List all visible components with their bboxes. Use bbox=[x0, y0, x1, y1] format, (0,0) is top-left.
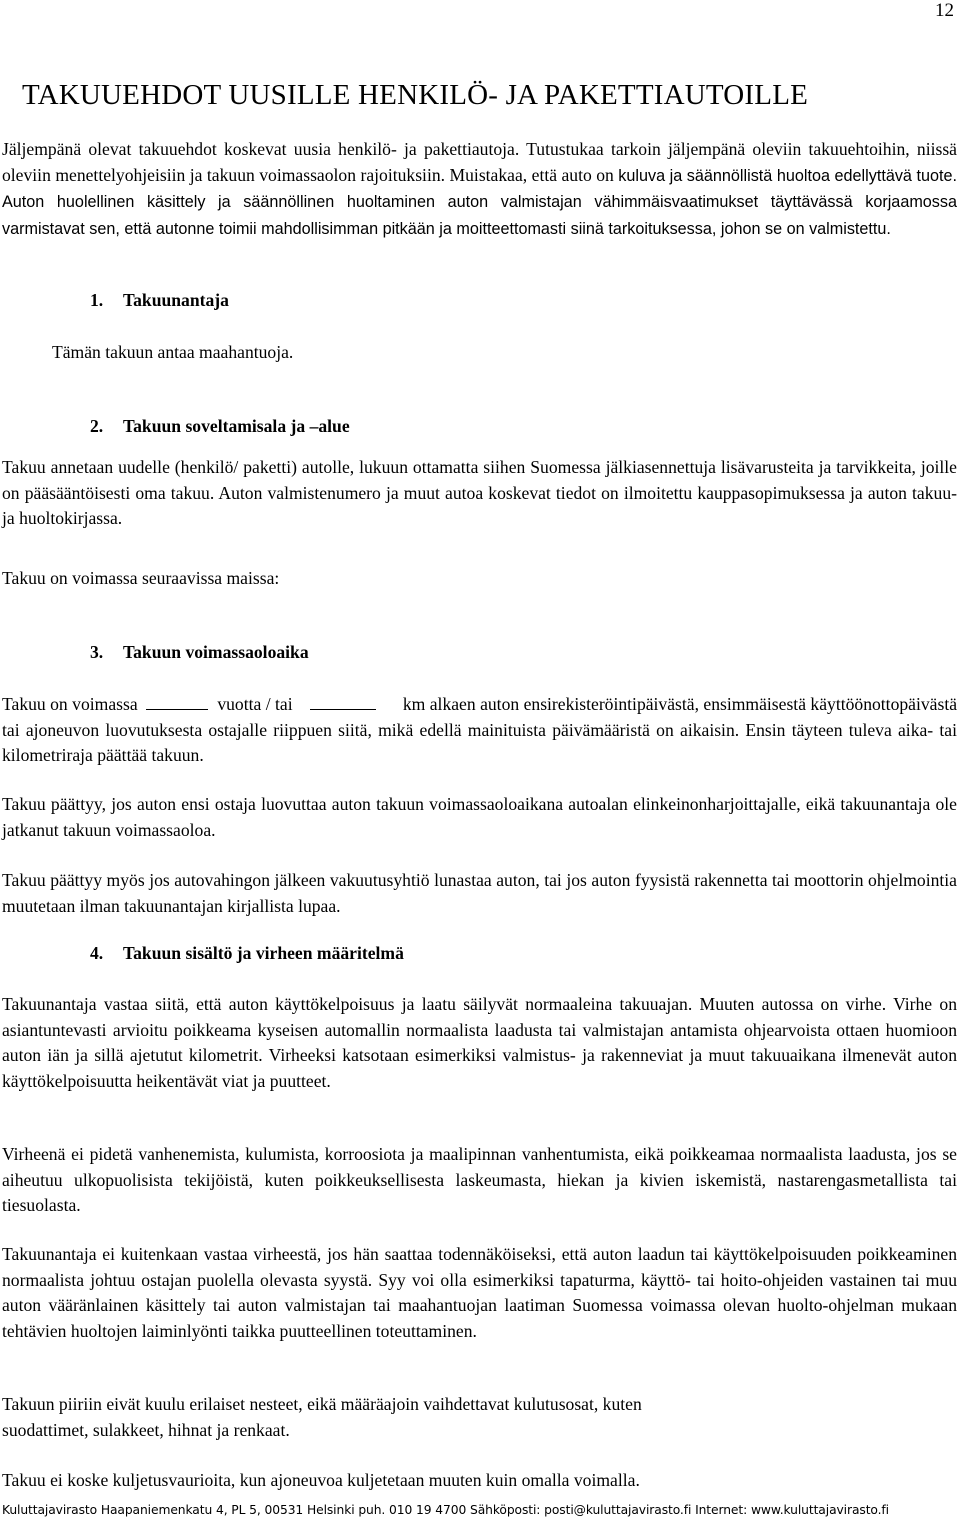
section-2-title: Takuun soveltamisala ja –alue bbox=[123, 416, 350, 436]
kilometres-blank-field[interactable] bbox=[310, 695, 376, 710]
intro-paragraph bbox=[2, 137, 957, 242]
section-3-paragraph-3: Takuu päättyy myös jos autovahingon jälkeen vakuutusyhtiö lunastaa auton, tai jos auton fyysistä rakennetta tai moottorin ohjelmointia muutetaan ilman takuunantajan kirjallista lupaa. bbox=[2, 870, 957, 916]
section-1-text: Tämän takuun antaa maahantuoja. bbox=[52, 342, 294, 362]
section-3-paragraph-1 bbox=[2, 692, 957, 769]
section-3-text-c: km alkaen auton ensirekisteröintipäivästä, ensimmäisestä käyttöönottopäivästä tai ajoneuvon luovutuksesta ostajalle riippuen siitä, mikä edellä mainituista päivämääristä on aikaisin. Ensin täyteen tuleva aika- tai kilometriraja päättää takuun. bbox=[2, 694, 958, 765]
section-3-heading bbox=[90, 642, 309, 663]
section-4-number: 4. bbox=[90, 943, 104, 963]
footer-contact: Kuluttajavirasto Haapaniemenkatu 4, PL 5, 00531 Helsinki puh. 010 19 4700 Sähköposti: posti@kuluttajavirasto.fi Internet: www.kuluttajavirasto.fi bbox=[2, 1503, 889, 1517]
section-3-text-a: Takuu on voimassa bbox=[2, 694, 138, 714]
section-4-p4-line-2: suodattimet, sulakkeet, hihnat ja renkaat. bbox=[2, 1419, 290, 1440]
section-2-number: 2. bbox=[90, 416, 104, 436]
section-4-p4-line-1: Takuun piiriin eivät kuulu erilaiset nesteet, eikä määräajoin vaihdettavat kulutusosat, kuten bbox=[2, 1394, 642, 1414]
section-1-heading bbox=[90, 290, 229, 311]
section-4-paragraph-3: Takuunantaja ei kuitenkaan vastaa virheestä, jos hän saattaa todennäköiseksi, että auton laadun tai käyttökelpoisuuden poikkeaminen normaalista johtuu ostajan puolella olevasta syystä. Syy voi olla esimerkiksi tapaturma, käyttö- tai hoito-ohjeiden vastainen tai muu auton vääränlainen käsittely tai auton valmistajan tai maahantuojan laatiman Suomessa voimassa olevan huolto-ohjelman mukaan tehtävien huoltojen laiminlyönti taikka puutteellinen toteuttaminen. bbox=[2, 1244, 957, 1341]
section-2-paragraph-2: Takuu on voimassa seuraavissa maissa: bbox=[2, 568, 280, 588]
section-4-paragraph-5: Takuu ei koske kuljetusvaurioita, kun ajoneuvoa kuljetetaan muuten kuin omalla voimalla. bbox=[2, 1470, 640, 1490]
intro-text-part1: Jäljempänä olevat takuuehdot koskevat uusia henkilö- ja pakettiautoja. Tutustukaa tarkoin jäljempänä oleviin takuuehtoihin, niissä oleviin menettelyohjeisiin ja takuun voimassaolon rajoituksiin. Muistakaa, että auto on bbox=[2, 139, 957, 185]
section-4-paragraph-2: Virheenä ei pidetä vanhenemista, kulumista, korroosiota ja maalipinnan vanhentumista, eikä poikkeamaa normaalista laadusta, jos se aiheutuu ulkopuolisista tekijöistä, kuten poikkeuksellisesta laskeumasta, hiekan ja kivien iskemistä, nastarengasmetallista tai tiesuolasta. bbox=[2, 1144, 957, 1215]
section-4-paragraph-4 bbox=[2, 1392, 957, 1443]
section-4-title: Takuun sisältö ja virheen määritelmä bbox=[123, 943, 404, 963]
section-2-heading bbox=[90, 416, 350, 437]
section-3-paragraph-2: Takuu päättyy, jos auton ensi ostaja luovuttaa auton takuun voimassaoloaikana autoalan elinkeinonharjoittajalle, eikä takuunantaja ole jatkanut takuun voimassaoloa. bbox=[2, 794, 957, 840]
section-1-title: Takuunantaja bbox=[123, 290, 229, 310]
years-blank-field[interactable] bbox=[146, 695, 208, 710]
section-1-number: 1. bbox=[90, 290, 104, 310]
section-3-title: Takuun voimassaoloaika bbox=[123, 642, 309, 662]
section-3-text-b: vuotta / tai bbox=[217, 694, 293, 714]
section-2-paragraph-1: Takuu annetaan uudelle (henkilö/ paketti) autolle, lukuun ottamatta siihen Suomessa jälkiasennettuja lisävarusteita ja tarvikkeita, joille on pääsääntöisesti oma takuu. Auton valmistenumero ja muut autoa koskevat tiedot on ilmoitettu kauppasopimuksessa ja auton takuu- ja huoltokirjassa. bbox=[2, 457, 957, 528]
section-4-heading bbox=[90, 943, 404, 964]
section-4-paragraph-1: Takuunantaja vastaa siitä, että auton käyttökelpoisuus ja laatu säilyvät normaaleina takuuajan. Muuten autossa on virhe. Virhe on asiantuntevasti arvioitu poikkeama kyseisen automallin normaalista laadusta tai valmistajan antamista ohjearvoista ottaen huomioon auton iän ja sillä ajetutut kilometrit. Virheeksi katsotaan esimerkiksi valmistus- ja rakenneviat ja muut takuuaikana ilmenevät auton käyttökelpoisuutta heikentävät viat ja puutteet. bbox=[2, 994, 957, 1091]
section-3-number: 3. bbox=[90, 642, 104, 662]
intro-text-part2: kuluva ja säännöllistä huoltoa edellyttävä tuote. Auton huolellinen käsittely ja säännöllinen huoltaminen auton valmistajan vähimmäisvaatimukset täyttävässä korjaamossa varmistavat sen, että autonne toimii mahdollisimman pitkään ja moitteettomasti siinä tarkoituksessa, johon se on valmistettu. bbox=[2, 166, 957, 238]
document-title: TAKUUEHDOT UUSILLE HENKILÖ- JA PAKETTIAUTOILLE bbox=[22, 79, 809, 111]
page-number: 12 bbox=[935, 0, 954, 21]
